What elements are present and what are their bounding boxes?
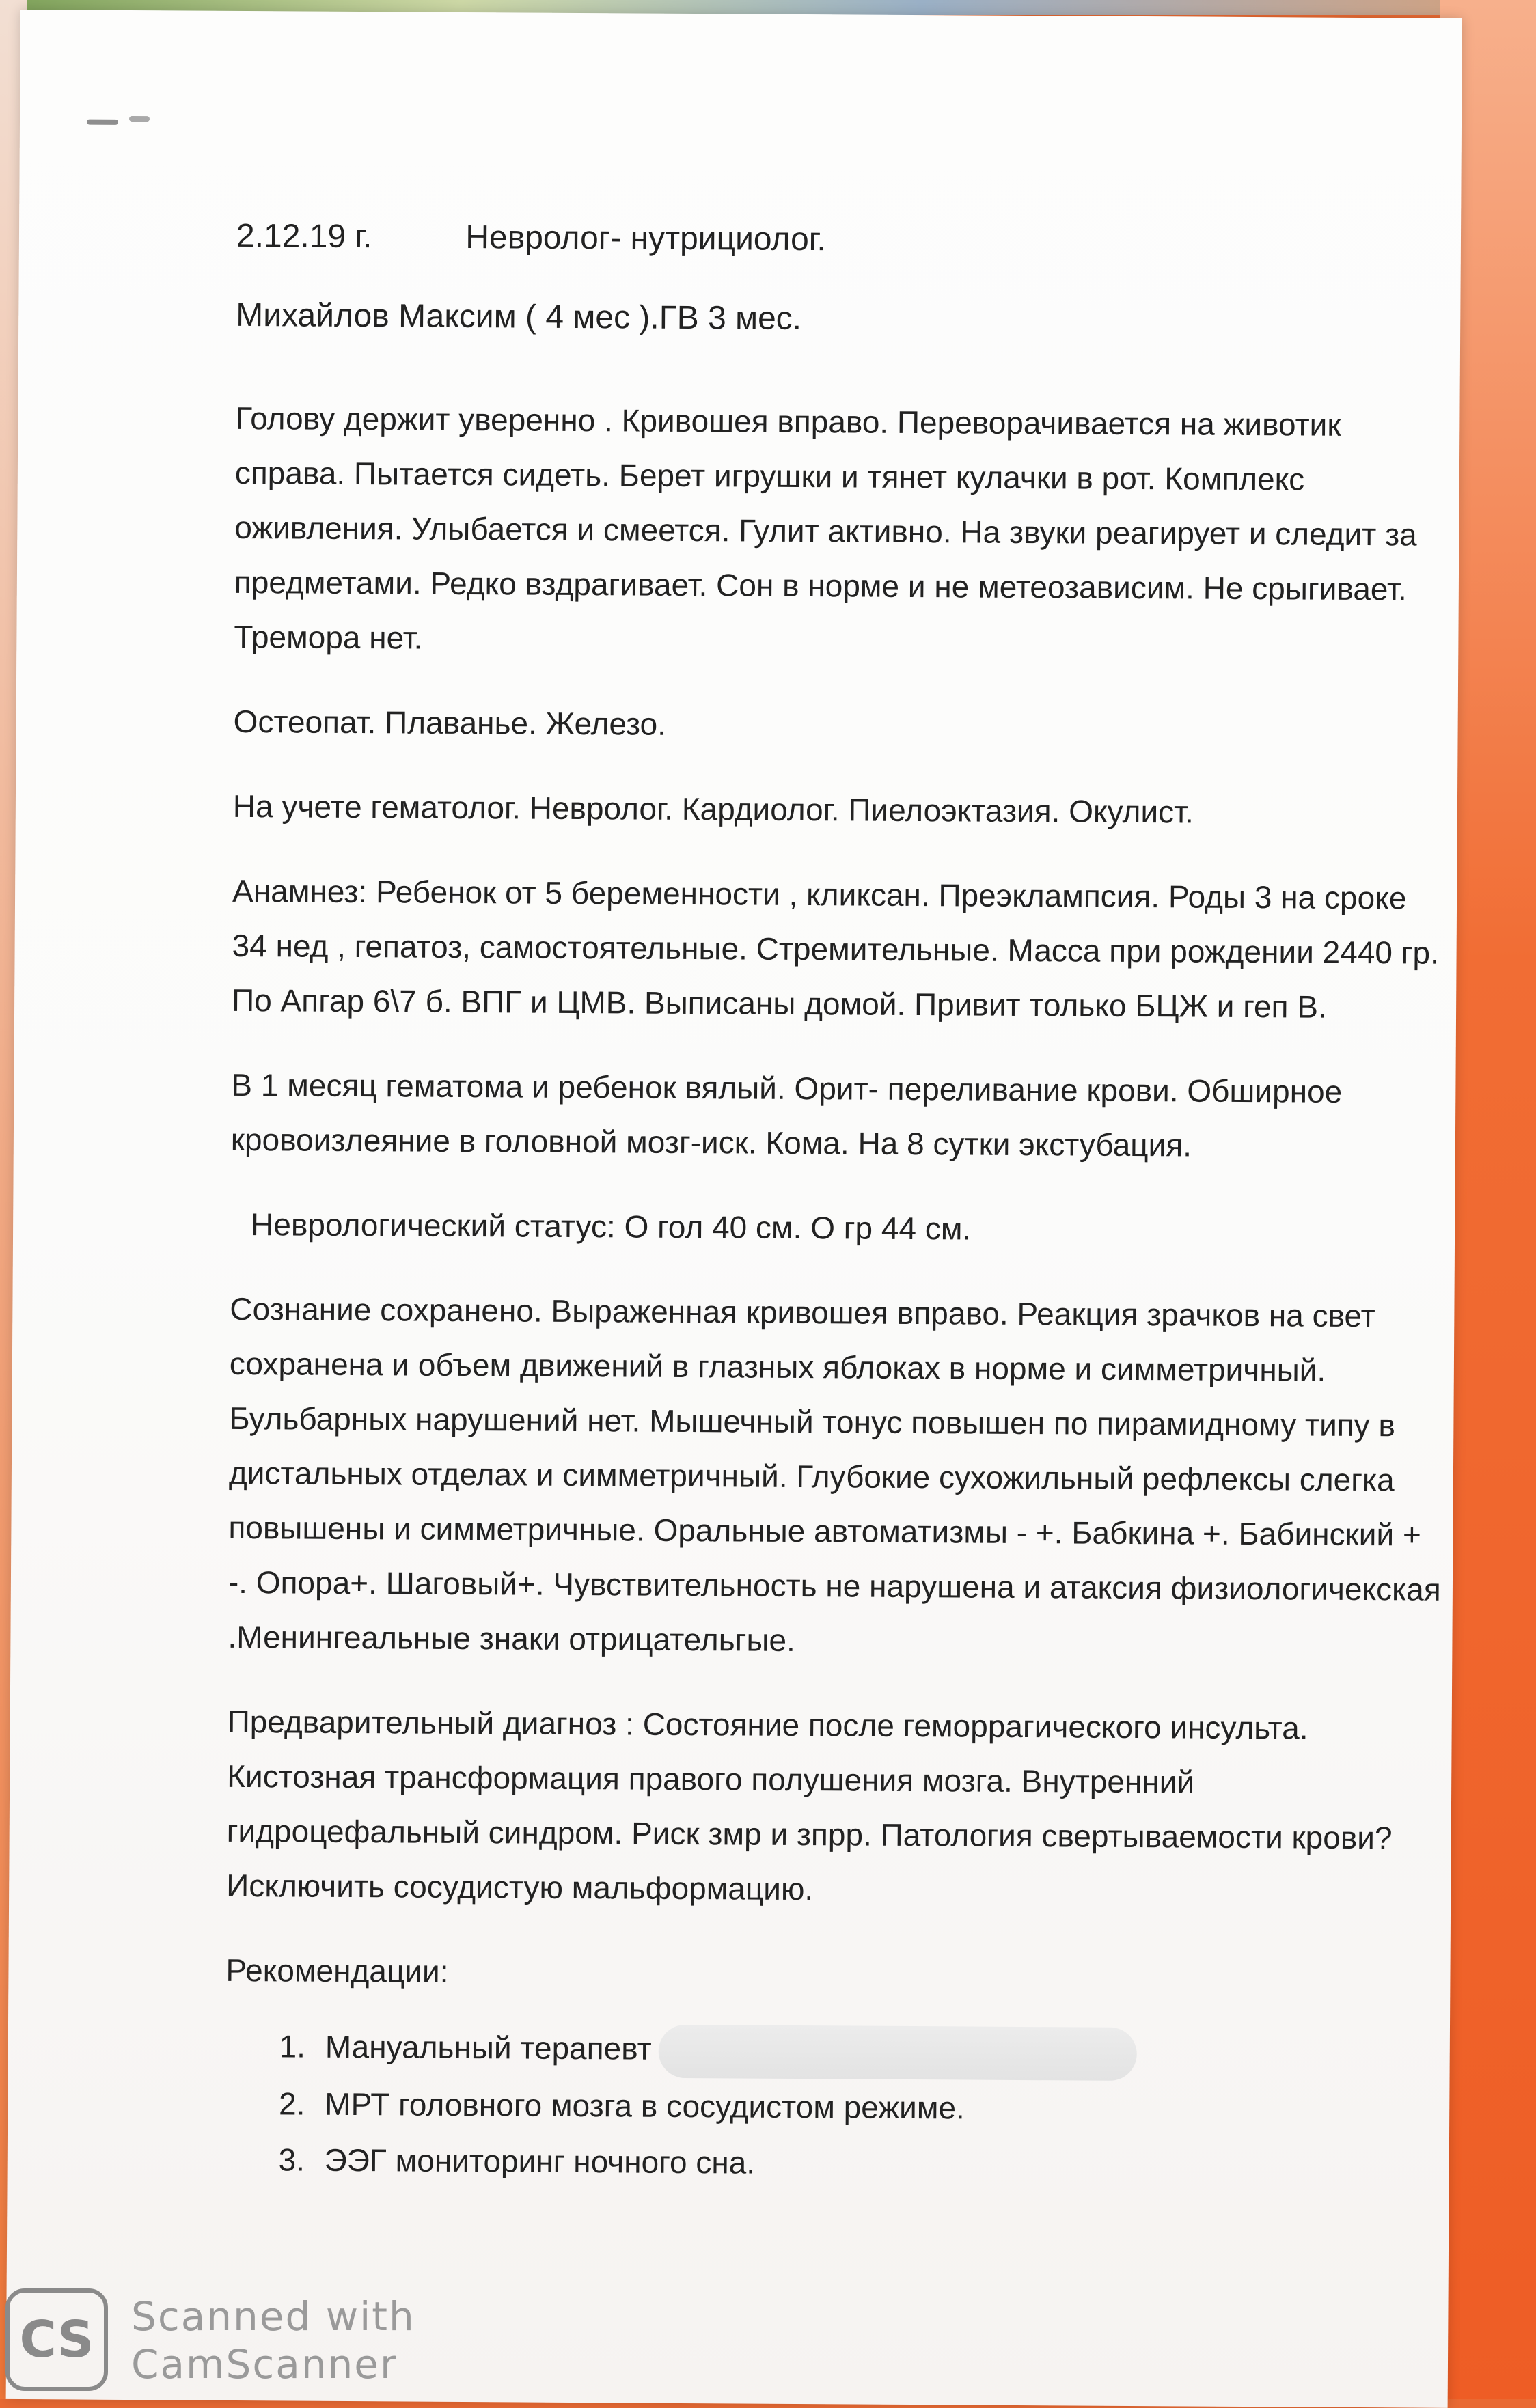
document-page <box>6 10 1462 2408</box>
list-item <box>314 2019 1442 2083</box>
therapies-paragraph: Остеопат. Плаванье. Железо. <box>233 703 667 742</box>
recommendations-title: Рекомендации: <box>225 1952 449 1989</box>
scan-speck <box>129 116 150 122</box>
camscanner-watermark <box>5 2288 484 2391</box>
recommendation-text: Мануальный терапевт <box>325 2028 652 2066</box>
exam-paragraph: Сознание сохранено. Выраженная кривошея вправо. Реакция зрачков на свет сохранена и объем движений в глазных яблоках в норме и симметричный. Бульбарных нарушений нет. Мышечный тонус повышен по пирамидному типу в дистальных отделах и симметричный. Глубокие сухожильный рефлексы слегка повышены и симметричные. Оральные автоматизмы - +. Бабкина +. Бабинский + -. Опора+. Шаговый+. Чувствительность не нарушена и атаксия физиологичекская .Менингеальные знаки отрицательгые. <box>228 1290 1441 1658</box>
recommendations-list <box>225 2018 1442 2195</box>
scan-speck <box>87 120 118 125</box>
specialists-paragraph: На учете гематолог. Невролог. Кардиолог. Пиелоэктазия. Окулист. <box>232 788 1194 830</box>
document-date: 2.12.19 г. <box>236 217 372 255</box>
camscanner-logo-icon: CS <box>5 2288 108 2391</box>
document-body <box>225 209 1453 2195</box>
diagnosis-paragraph: Предварительный диагноз : Состояние после геморрагического инсульта. Кистозная трансформация правого полушения мозга. Внутренний гидроцефальный синдром. Риск змр и зпрр. Патология свертываемости крови? Исключить сосудистую мальформацию. <box>226 1703 1393 1907</box>
history-paragraph: В 1 месяц гематома и ребенок вялый. Орит- переливание крови. Обширное кровоизлеяние в головной мозг-иск. Кома. На 8 сутки экстубация. <box>230 1066 1343 1163</box>
watermark-text <box>131 2293 415 2388</box>
list-item <box>314 2132 1441 2195</box>
patient-line: Михайлов Максим ( 4 мес ).ГВ 3 мес. <box>236 296 802 337</box>
recommendation-text: МРТ головного мозга в сосудистом режиме. <box>325 2086 965 2126</box>
development-paragraph: Голову держит уверенно . Кривошея вправо. Переворачивается на животик справа. Пытается сидеть. Берет игрушки и тянет кулачки в рот. Комплекс оживления. Улыбается и смеется. Гулит активно. На звуки реагирует и следит за предметами. Редко вздрагивает. Сон в норме и не метеозависим. Не срыгивает. Тремора нет. <box>234 400 1417 656</box>
redacted-blur <box>658 2025 1136 2081</box>
watermark-line-1: Scanned with <box>131 2293 415 2340</box>
neuro-status-line: Неврологический статус: О гол 40 см. О гр 44 см. <box>250 1206 972 1247</box>
anamnesis-paragraph: Анамнез: Ребенок от 5 беременности , кликсан. Преэклампсия. Роды 3 на сроке 34 нед , гепатоз, самостоятельные. Стремительные. Масса при рождении 2440 гр. По Апгар 6\7 б. ВПГ и ЦМВ. Выписаны домой. Привит только БЦЖ и геп В. <box>231 872 1440 1025</box>
document-title: Невролог- нутрициолог. <box>465 219 826 258</box>
watermark-line-2: CamScanner <box>131 2341 398 2388</box>
recommendation-text: ЭЭГ мониторинг ночного сна. <box>324 2142 756 2181</box>
list-item <box>314 2076 1441 2139</box>
header-line <box>236 209 1453 271</box>
